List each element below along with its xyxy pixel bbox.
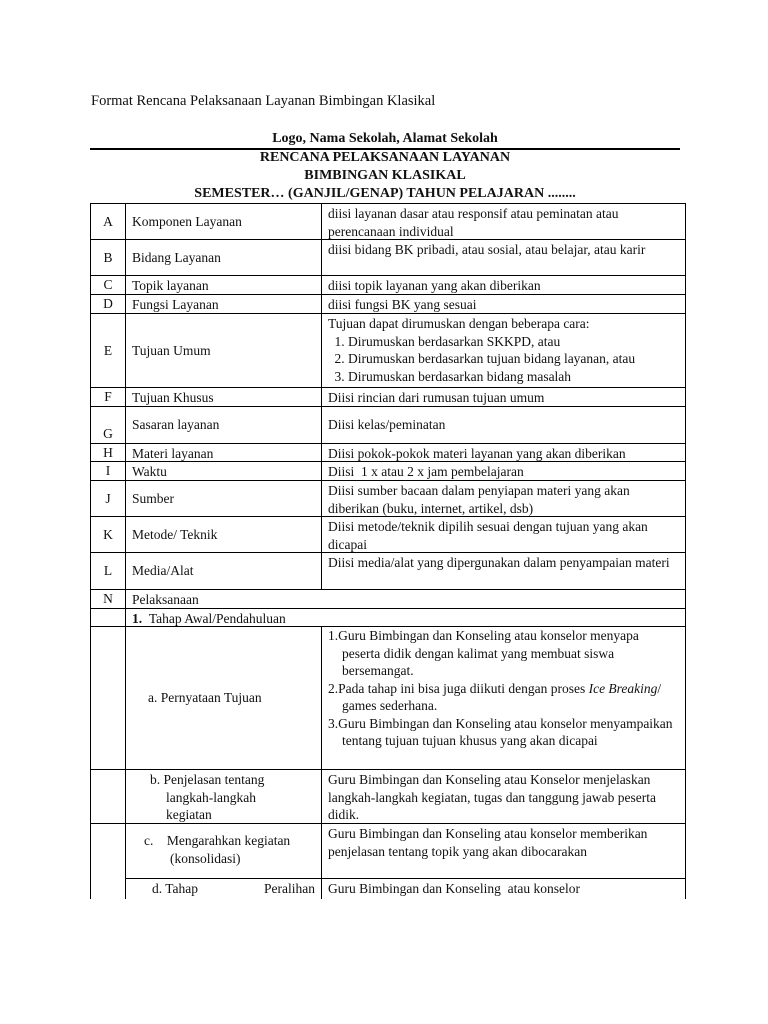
row-i-value: Diisi 1 x atau 2 x jam pembelajaran <box>321 461 686 481</box>
row-d-label: Fungsi Layanan <box>125 294 322 314</box>
sub-c-value: Guru Bimbingan dan Konseling atau konselor memberikan penjelasan tentang topik yang akan dibocarakan <box>321 823 686 879</box>
row-c-value: diisi topik layanan yang akan diberikan <box>321 275 686 295</box>
row-f-label: Tujuan Khusus <box>125 387 322 407</box>
list-item: 1. Dirumuskan berdasarkan SKKPD, atau <box>348 333 679 351</box>
sub-d-label-left: d. Tahap <box>152 881 199 896</box>
row-h-label: Materi layanan <box>125 443 322 462</box>
row-g-label: Sasaran layanan <box>125 406 322 444</box>
table-left-border <box>90 823 91 899</box>
row-n-code: N <box>90 589 126 609</box>
row-j-code: J <box>90 480 126 517</box>
row-b-value: diisi bidang BK pribadi, atau sosial, atau belajar, atau karir <box>321 239 686 276</box>
sub-b-label: b. Penjelasan tentang langkah-langkah kegiatan <box>125 769 322 824</box>
list-item: 1.Guru Bimbingan dan Konseling atau konselor menyapa peserta didik dengan kalimat yang membuat siswa bersemangat. <box>328 628 639 678</box>
row-a-label: Komponen Layanan <box>125 203 322 240</box>
list-item: 2.Pada tahap ini bisa juga diikuti dengan proses Ice Breaking/ games sederhana. <box>328 680 662 713</box>
row-k-code: K <box>90 516 126 553</box>
row-k-value: Diisi metode/teknik dipilih sesuai dengan tujuan yang akan dicapai <box>321 516 686 553</box>
row-f-value: Diisi rincian dari rumusan tujuan umum <box>321 387 686 407</box>
row-j-label: Sumber <box>125 480 322 517</box>
list-item: 2. Dirumuskan berdasarkan tujuan bidang layanan, atau <box>348 350 679 368</box>
plan-title-line-1: RENCANA PELAKSANAAN LAYANAN <box>259 150 511 165</box>
row-d-code: D <box>90 294 126 314</box>
sub-d-label-right: Peralihan <box>264 881 315 896</box>
sub-c-label: c. Mengarahkan kegiatan (konsolidasi) <box>125 823 322 879</box>
row-a-value: diisi layanan dasar atau responsif atau peminatan atau perencanaan individual <box>321 203 686 240</box>
sub-a-list <box>328 627 679 750</box>
row-e-list <box>328 333 679 386</box>
row-b-label: Bidang Layanan <box>125 239 322 276</box>
list-item: 3. Dirumuskan berdasarkan bidang masalah <box>348 368 679 386</box>
row-h-value: Diisi pokok-pokok materi layanan yang akan diberikan <box>321 443 686 462</box>
sub-a-value <box>321 626 686 770</box>
plan-title-line-2: BIMBINGAN KLASIKAL <box>304 168 466 183</box>
sub-a-label: a. Pernyataan Tujuan <box>125 626 322 770</box>
row-f-code: F <box>90 387 126 407</box>
sub-b-value: Guru Bimbingan dan Konseling atau Konselor menjelaskan langkah-langkah kegiatan, tugas dan tanggung jawab peserta didik. <box>321 769 686 824</box>
stage-1-title <box>125 608 686 627</box>
row-d-value: diisi fungsi BK yang sesuai <box>321 294 686 314</box>
row-l-code: L <box>90 552 126 590</box>
sub-a-code-cell <box>90 626 126 770</box>
sub-b-code-cell <box>90 769 126 824</box>
row-g-value: Diisi kelas/peminatan <box>321 406 686 444</box>
plan-title-line-3: SEMESTER… (GANJIL/GENAP) TAHUN PELAJARAN ........ <box>194 186 576 201</box>
school-line: Logo, Nama Sekolah, Alamat Sekolah <box>272 131 498 146</box>
row-a-code: A <box>90 203 126 240</box>
row-c-code: C <box>90 275 126 295</box>
stage-1-number: 1. <box>132 611 143 626</box>
row-l-label: Media/Alat <box>125 552 322 590</box>
row-n-label: Pelaksanaan <box>125 589 686 609</box>
row-h-code: H <box>90 443 126 462</box>
row-e-intro: Tujuan dapat dirumuskan dengan beberapa cara: <box>328 316 590 331</box>
row-c-label: Topik layanan <box>125 275 322 295</box>
row-l-value: Diisi media/alat yang dipergunakan dalam penyampaian materi <box>321 552 686 590</box>
row-e-value <box>321 313 686 388</box>
row-e-code: E <box>90 313 126 388</box>
row-i-label: Waktu <box>125 461 322 481</box>
row-k-label: Metode/ Teknik <box>125 516 322 553</box>
format-title: Format Rencana Pelaksanaan Layanan Bimbingan Klasikal <box>91 93 436 109</box>
row-e-label: Tujuan Umum <box>125 313 322 388</box>
stage-1-label: Tahap Awal/Pendahuluan <box>148 611 286 626</box>
stage-1-code-cell <box>90 608 126 627</box>
row-g-code: G <box>90 406 126 444</box>
row-i-code: I <box>90 461 126 481</box>
row-j-value: Diisi sumber bacaan dalam penyiapan materi yang akan diberikan (buku, internet, artikel, dsb) <box>321 480 686 517</box>
sub-d-label <box>125 878 322 899</box>
row-b-code: B <box>90 239 126 276</box>
sub-d-value: Guru Bimbingan dan Konseling atau konselor <box>321 878 686 899</box>
list-item: 3.Guru Bimbingan dan Konseling atau konselor menyampaikan tentang tujuan tujuan khusus yang akan dicapai <box>328 715 673 748</box>
